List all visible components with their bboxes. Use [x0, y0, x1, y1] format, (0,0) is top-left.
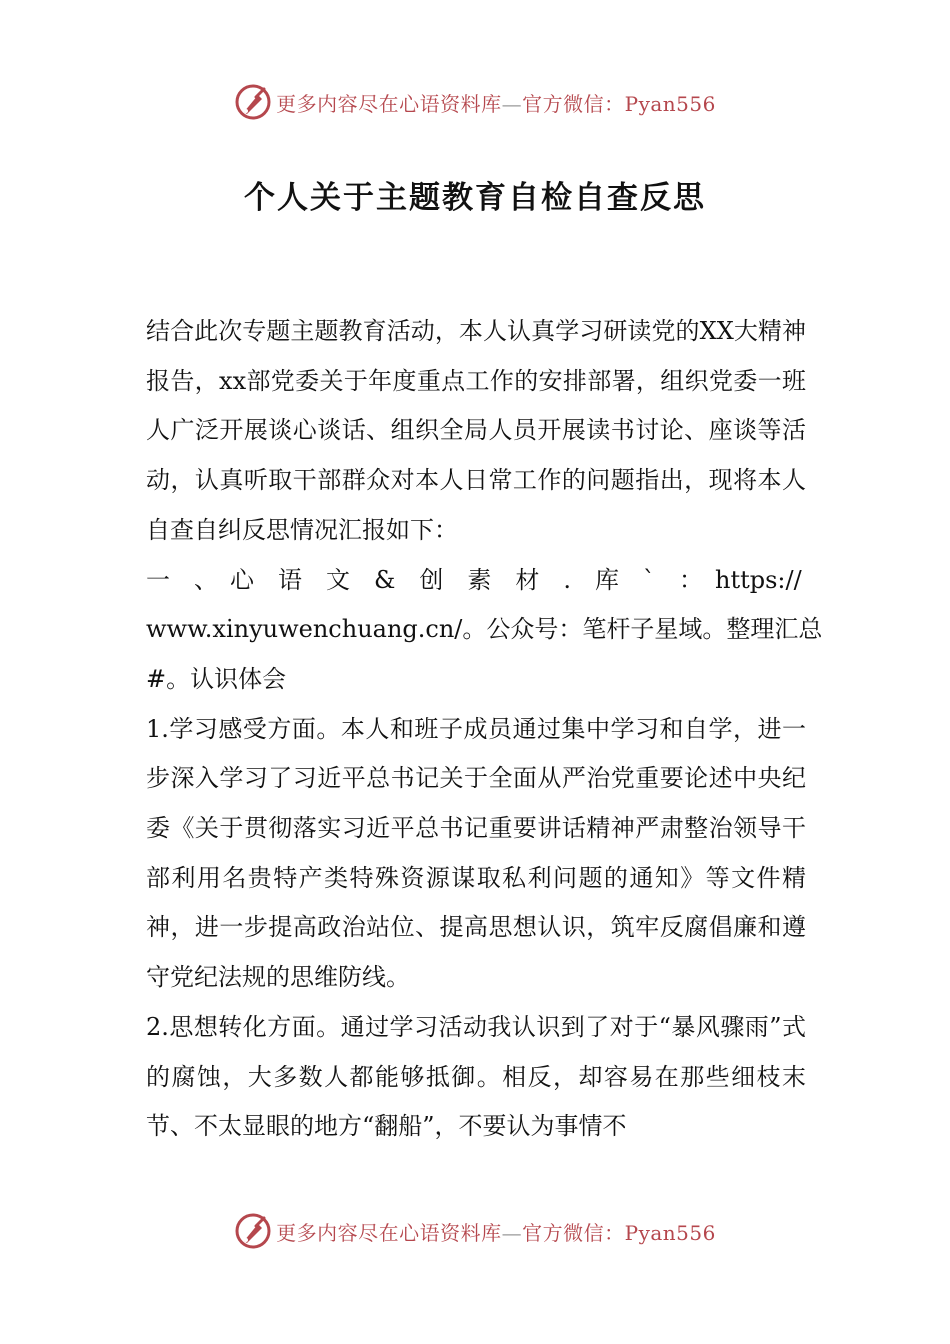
footer-watermark [0, 1207, 950, 1255]
paragraph-item2: 2.思想转化方面。通过学习活动我认识到了对于“暴风骤雨”式的腐蚀，大多数人都能够抵御。相反，却容易在那些细枝末节、不太显眼的地方“翻船”，不要认为事情不 [146, 1012, 806, 1141]
paragraph-item1: 1.学习感受方面。本人和班子成员通过集中学习和自学，进一步深入学习了习近平总书记关于全面从严治党重要论述中央纪委《关于贯彻落实习近平总书记重要讲话精神严肃整治领导干部利用名贵特产类特殊资源谋取私利问题的通知》等文件精神，进一步提高政治站位、提高思想认识，筑牢反腐倡廉和遵守党纪法规的思维防线。 [146, 714, 806, 992]
section-line1-text: 一 、 心 语 文 & 创 素 材 . 库 ` ： https:// [146, 565, 802, 594]
watermark-text: 更多内容尽在心语资料库—官方微信：Pyan556 [276, 91, 716, 116]
page-title: 个人关于主题教育自检自查反思 [244, 180, 706, 216]
paragraph-section-line2: www.xinyuwenchuang.cn/。公众号：笔杆子星域。整理汇总 [146, 615, 823, 644]
watermark-text: 更多内容尽在心语资料库—官方微信：Pyan556 [276, 1220, 716, 1245]
paragraph-section-line1 [146, 556, 806, 606]
pen-nib-logo-icon [234, 1212, 272, 1250]
paragraph-section-line3: #。认识体会 [146, 664, 287, 693]
document-body [146, 307, 823, 1152]
paragraph-intro: 结合此次专题主题教育活动，本人认真学习研读党的XX大精神报告，xx部党委关于年度重点工作的安排部署，组织党委一班人广泛开展谈心谈话、组织全局人员开展读书讨论、座谈等活动，认真听取干部群众对本人日常工作的问题指出，现将本人自查自纠反思情况汇报如下： [146, 317, 806, 544]
header-watermark [0, 78, 950, 126]
pen-nib-logo-icon [234, 83, 272, 121]
